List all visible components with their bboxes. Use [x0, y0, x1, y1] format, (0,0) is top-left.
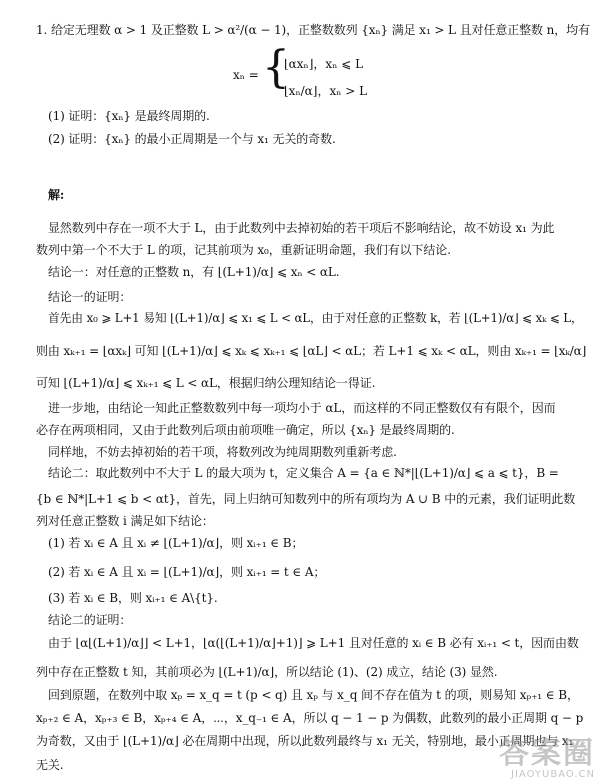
- problem-part-2: (2) 证明：{xₙ} 的最小正周期是一个与 x₁ 无关的奇数.: [48, 132, 336, 146]
- solution-line: {b ∈ ℕ*|L+1 ⩽ b < αt}，首先，同上归纳可知数列中的所有项均为 A ∪ B 中的元素，我们证明此数: [36, 492, 576, 506]
- watermark-title: 答案圈: [499, 736, 595, 771]
- solution-line: (1) 若 xᵢ ∈ A 且 xᵢ ≠ ⌊(L+1)/α⌋，则 xᵢ₊₁ ∈ B；: [48, 536, 304, 550]
- solution-line: 结论一的证明：: [48, 290, 132, 304]
- solution-line: (3) 若 xᵢ ∈ B，则 xᵢ₊₁ ∈ A\{t}.: [48, 591, 218, 605]
- solution-line: 可知 ⌊(L+1)/α⌋ ⩽ xₖ₊₁ ⩽ L < αL，根据归纳公理知结论一得证.: [36, 376, 376, 390]
- solution-line: 回到原题，在数列中取 xₚ = x_q = t (p < q) 且 xₚ 与 x_q 间不存在值为 t 的项，则易知 xₚ₊₁ ∈ B，: [48, 688, 579, 702]
- solution-line: 进一步地，由结论一知此正整数数列中每一项均小于 αL，而这样的不同正整数仅有有限个，因而: [48, 401, 556, 415]
- solution-line: 由于 ⌊α⌊(L+1)/α⌋⌋ < L+1，⌊α(⌊(L+1)/α⌋+1)⌋ ⩾ L+1 且对任意的 xᵢ ∈ B 必有 xᵢ₊₁ < t，因而由数: [48, 636, 579, 650]
- solution-line: 结论二：取此数列中不大于 L 的最大项为 t，定义集合 A = {a ∈ ℕ*|⌊(L+1)/α⌋ ⩽ a ⩽ t}，B =: [48, 466, 559, 480]
- solution-line: 同样地，不妨去掉初始的若干项，将数列改为纯周期数列重新考虑.: [48, 445, 397, 459]
- solution-line: 数列中第一个不大于 L 的项，记其前项为 x₀，重新证明命题，我们有以下结论.: [36, 243, 451, 257]
- watermark-logo: [499, 736, 595, 781]
- solution-heading: 解:: [48, 188, 65, 202]
- problem-part-1: (1) 证明：{xₙ} 是最终周期的.: [48, 109, 210, 123]
- formula-case-1: ⌊αxₙ⌋，xₙ ⩽ L: [284, 57, 364, 71]
- solution-line: 为奇数，又由于 ⌊(L+1)/α⌋ 必在周期中出现，所以此数列最终与 x₁ 无关，特别地，最小正周期也与 x₁: [36, 734, 574, 748]
- brace-symbol: {: [262, 42, 290, 93]
- solution-line: 无关.: [36, 758, 64, 772]
- solution-line: 列中存在正整数 t 知，其前项必为 ⌊(L+1)/α⌋，所以结论 (1)、(2) 成立，结论 (3) 显然.: [36, 665, 498, 679]
- solution-line: 显然数列中存在一项不大于 L，由于此数列中去掉初始的若干项后不影响结论，故不妨设 x₁ 为此: [48, 221, 555, 235]
- problem-stem: 1. 给定无理数 α > 1 及正整数 L > α²/(α − 1)，正整数数列 {xₙ} 满足 x₁ > L 且对任意正整数 n，均有: [36, 23, 590, 37]
- solution-line: 列对任意正整数 i 满足如下结论：: [36, 514, 214, 528]
- solution-line: 结论二的证明：: [48, 613, 132, 627]
- solution-line: 结论一：对任意的正整数 n，有 ⌊(L+1)/α⌋ ⩽ xₙ < αL.: [48, 265, 340, 279]
- formula-lhs: xₙ =: [233, 68, 259, 82]
- solution-line: xₚ₊₂ ∈ A，xₚ₊₃ ∈ B，xₚ₊₄ ∈ A，⋯，x_q₋₁ ∈ A，所以 q − 1 − p 为偶数，此数列的最小正周期 q − p: [36, 711, 584, 725]
- solution-line: 则由 xₖ₊₁ = ⌊αxₖ⌋ 可知 ⌊(L+1)/α⌋ ⩽ xₖ ⩽ xₖ₊₁ ⩽ ⌊αL⌋ < αL；若 L+1 ⩽ xₖ < αL，则由 xₖ₊₁ = ⌊xₖ/α⌋: [36, 344, 587, 358]
- solution-line: (2) 若 xᵢ ∈ A 且 xᵢ = ⌊(L+1)/α⌋，则 xᵢ₊₁ = t ∈ A；: [48, 565, 326, 579]
- watermark-url: JIAOYUBAO.CN: [511, 769, 595, 780]
- solution-line: 必存在两项相同，又由于此数列后项由前项唯一确定，所以 {xₙ} 是最终周期的.: [36, 423, 455, 437]
- solution-line: 首先由 x₀ ⩾ L+1 易知 ⌊(L+1)/α⌋ ⩽ x₁ ⩽ L < αL，由于对任意的正整数 k，若 ⌊(L+1)/α⌋ ⩽ xₖ ⩽ L，: [48, 311, 583, 325]
- formula-case-2: ⌊xₙ/α⌋，xₙ > L: [284, 84, 368, 98]
